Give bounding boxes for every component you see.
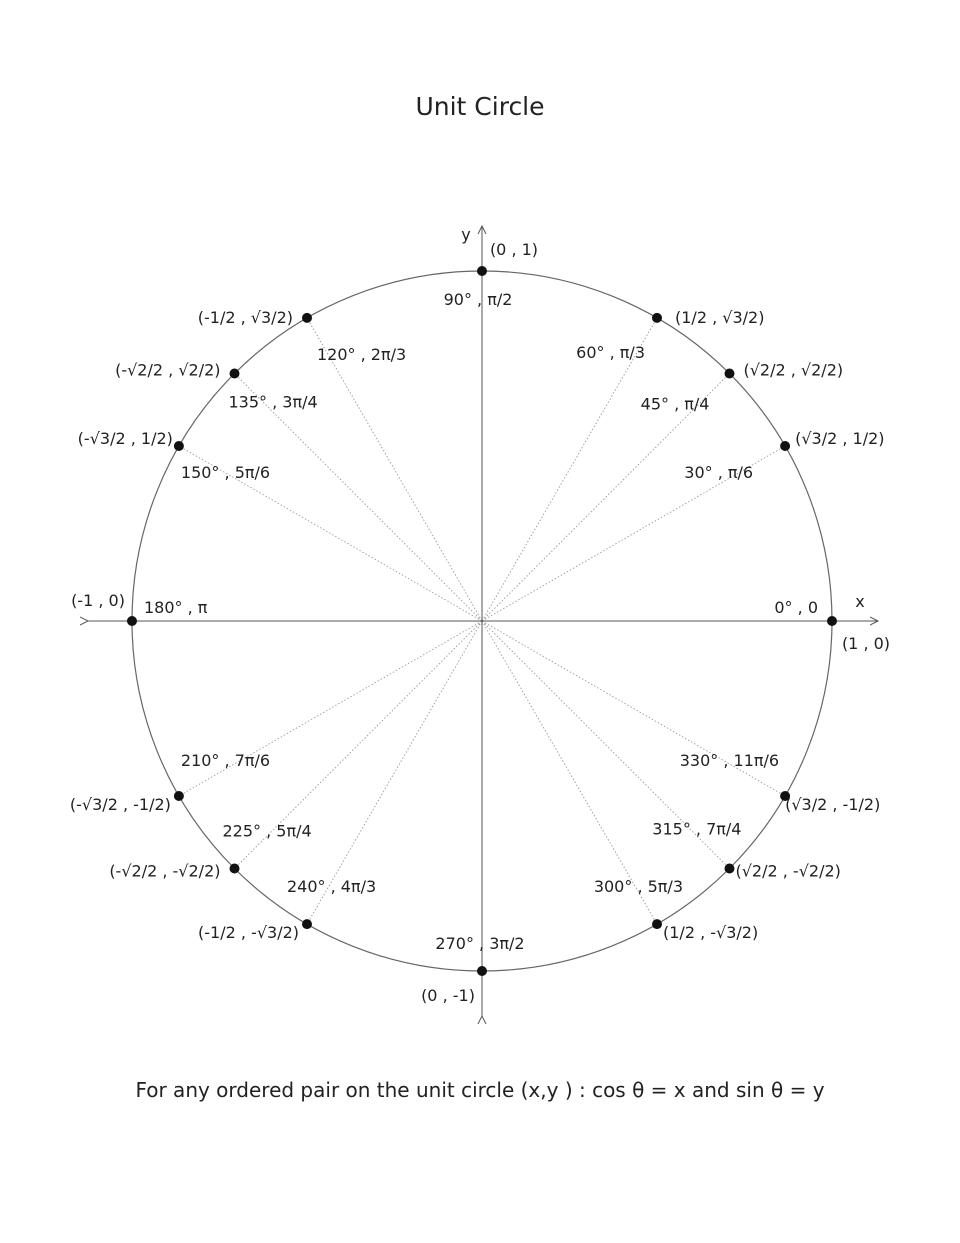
coordinate-label: (0 , 1) [489,240,539,259]
angle-label: 225° , 5π/4 [222,821,312,841]
angle-label: 330° , 11π/6 [679,751,780,770]
x-axis-label: x [855,592,865,611]
angle-label: 180° , π [144,598,208,617]
coordinate-label: (√2/2 , √2/2) [743,360,844,380]
point-dot [230,863,240,873]
angle-label: 240° , 4π/3 [287,877,377,897]
coordinate-label: (1 , 0) [841,634,891,653]
coordinate-label: (1/2 , √3/2) [675,307,765,327]
angle-label: 270° , 3π/2 [435,934,525,953]
formula-note: For any ordered pair on the unit circle (x,y ) : cos θ = x and sin θ = y [135,1078,825,1102]
radius-line [482,318,657,621]
coordinate-label: (-√3/2 , -1/2) [69,795,171,814]
coordinate-label: (-√3/2 , 1/2) [77,429,173,448]
point-dot [230,369,240,379]
point-dot [827,616,837,626]
coordinate-label: (-1 , 0) [71,591,125,610]
point-dot [477,266,487,276]
point-dot [652,919,662,929]
angle-label: 120° , 2π/3 [317,344,407,364]
coordinate-label: (√3/2 , -1/2) [785,795,881,814]
coordinate-label: (-1/2 , √3/2) [197,307,293,327]
point-dot [724,369,734,379]
angle-label: 300° , 5π/3 [593,877,683,897]
coordinate-label: (-1/2 , -√3/2) [198,923,299,943]
coordinate-label: (√3/2 , 1/2) [795,429,885,448]
angle-label: 60° , π/3 [576,342,645,362]
angle-label: 315° , 7π/4 [652,819,742,839]
page-title: Unit Circle [415,92,545,121]
point-dot [174,441,184,451]
coordinate-label: (√2/2 , -√2/2) [735,861,841,881]
point-dot [780,441,790,451]
angle-label: 150° , 5π/6 [180,463,271,482]
point-dot [302,919,312,929]
angle-label: 30° , π/6 [684,463,754,482]
angle-label: 90° , π/2 [443,290,513,309]
coordinate-label: (0 , -1) [421,986,475,1005]
angle-label: 45° , π/4 [640,394,710,414]
point-dot [724,863,734,873]
point-dot [174,791,184,801]
point-dot [477,966,487,976]
point-dot [652,313,662,323]
angle-label: 0° , 0 [774,598,818,617]
coordinate-label: (-√2/2 , √2/2) [115,360,221,380]
angle-label: 210° , 7π/6 [180,751,271,770]
point-dot [127,616,137,626]
point-dot [302,313,312,323]
coordinate-label: (-√2/2 , -√2/2) [109,861,221,881]
angle-labels [70,240,890,1005]
angle-label: 135° , 3π/4 [228,392,318,412]
coordinate-label: (1/2 , -√3/2) [663,923,759,943]
y-axis-label: y [461,225,471,244]
